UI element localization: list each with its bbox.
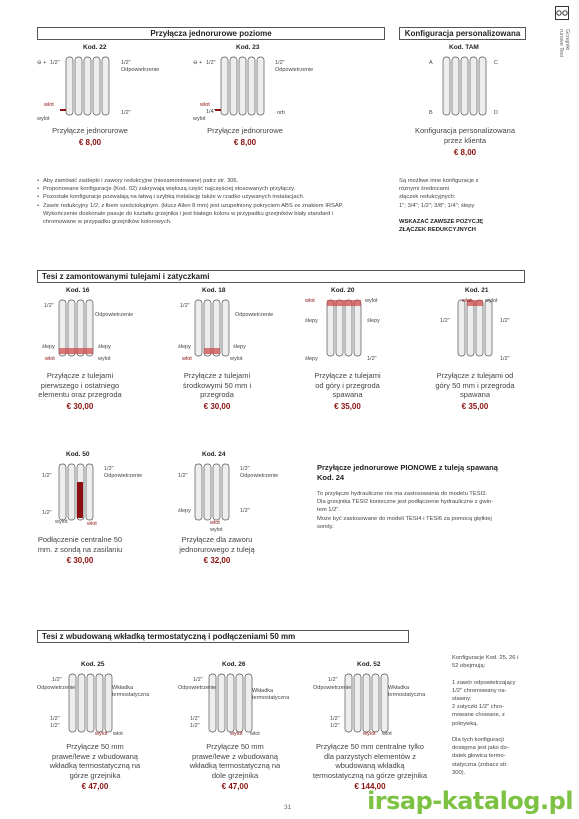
note-item: • Proponowane konfiguracje (Kod. 02) zakrywają większą część najczęściej stosowanych przyłączy. (37, 185, 362, 193)
section-title-sleeves: Tesi z zamontowanymi tulejami i zatyczkami (37, 270, 525, 283)
kod-label: Kod. 23 (236, 44, 260, 51)
pion-title: Przyłącze jednorurowe PIONOWE z tuleją spawaną Kod. 24 (317, 463, 498, 482)
caption: przez klienta (443, 136, 487, 145)
kod-label: Kod. TAM (449, 44, 479, 51)
watermark[interactable]: irsap-katalog.pl (367, 787, 573, 815)
caption: Przyłącze 50 mm prawe/lewe z wbudowaną wkładką termostatyczną na dole grzejnika (189, 742, 281, 780)
plus-icon: ⊖ + (37, 60, 47, 66)
radiator-diagram (207, 672, 257, 734)
section-title-thermostatic: Tesi z wbudowaną wkładką termostatyczną i podłączeniami 50 mm (37, 630, 409, 643)
caption: Przyłącze jednorurowe (52, 126, 128, 135)
radiator-diagram (193, 298, 238, 358)
notes-list (37, 177, 362, 226)
caption: Przyłącze dla zaworu jednorurowego z tuleją (179, 535, 255, 554)
radiator-diagram (456, 298, 501, 358)
caption: Przyłącze z tulejami od góry i przegroda spawana (314, 371, 381, 399)
irsap-logo-icon (555, 6, 569, 20)
radiator-diagram (67, 672, 117, 734)
radiator-diagram (215, 55, 275, 117)
radiator-diagram (343, 672, 393, 734)
section-title-horizontal: Przyłącza jednorurowe poziome (37, 27, 385, 40)
radiator-diagram (57, 298, 102, 358)
caption: Przyłącze z tulejami środkowymi 50 mm i przegroda (182, 371, 252, 399)
price: € 8,00 (453, 148, 477, 157)
caption: Przyłącze z tulejami od góry 50 mm i przegroda spawana (435, 371, 515, 399)
radiator-diagram (193, 462, 238, 522)
caption: Przyłącze 50 mm centralne tylko dla parzystych elementów z wbudowaną wkładką termostatyczną na górze grzejnika (312, 742, 428, 780)
price: € 8,00 (78, 138, 102, 147)
caption: Konfiguracja personalizowana (414, 126, 516, 135)
pion-text: To przyłącze hydrauliczne nie ma zastosowania do modelu TESI2. Dla grzejnika TESI2 konieczne jest podłączenie hydrauliczne z gwin- tem 1/2". Może być zastosowane do modeli TESI4 i TESI6 za pomocą giętkiej sondy. (317, 491, 494, 530)
price: € 8,00 (233, 138, 257, 147)
side-text: Grzejniki rurowe Tesi (558, 29, 570, 58)
plus-icon: ⊖ + (193, 60, 203, 66)
side-note: Są możliwe inne konfiguracje z różnymi średnicami złączek redukcyjnych: 1"; 3/4"; 1/2"; 3/8"; 1/4"; ślepy WSKAZAĆ ZAWSZE POZYCJĘ ZŁĄCZEK REDUKCYJNYCH (399, 178, 484, 234)
note-item: • Pozostałe konfiguracje pozwalają na łatwą i szybką instalację także w rzadko używanych instalacjach. (37, 193, 362, 201)
note-item: • Aby zamówić zaślepki i zawory redukcyjne (niezamontowane) patrz str. 306. (37, 177, 362, 185)
page-number: 31 (284, 804, 292, 811)
caption: Przyłącze z tulejami pierwszego i ostatniego elementu oraz przegroda (38, 371, 122, 399)
caption: Podłączenie centralne 50 mm. z sondą na zasilaniu (37, 535, 123, 554)
kod-label: Kod. 22 (83, 44, 107, 51)
caption: Przyłącze jednorurowe (207, 126, 283, 135)
section3-side: Konfiguracje Kod. 25, 26 i 52 obejmują: 1 zawór odpowietrzający 1/2" chromowany na- stawny; 2 zatyczki 1/2" chro- mowane chowane, z pokrywką. Dla tych konfiguracji dostępna jest jako do- datek głowica termo- statyczna (zobacz str. 300). (452, 655, 519, 776)
radiator-diagram (325, 298, 370, 358)
caption: Przyłącze 50 mm prawe/lewe z wbudowaną wkładką termostatyczną na górze grzejnika (49, 742, 141, 780)
note-item: • Zawór redukcyjny 1/2, z łbem sześciokątnym. (klucz Allen 8 mm) jest uzupełniony pokryciem ABS ze znakiem IRSAP. Wykończenie doskonale pasuje do kształtu grzejnika i jest białego koloru w przypadku grzejników biały standard i chromowane w przypadku grzejników kolorowych. (37, 202, 362, 227)
radiator-diagram (437, 55, 497, 117)
radiator-diagram (60, 55, 120, 117)
section-title-config: Konfiguracja personalizowana (399, 27, 526, 40)
radiator-diagram (57, 462, 102, 522)
brand-strip (555, 6, 569, 57)
